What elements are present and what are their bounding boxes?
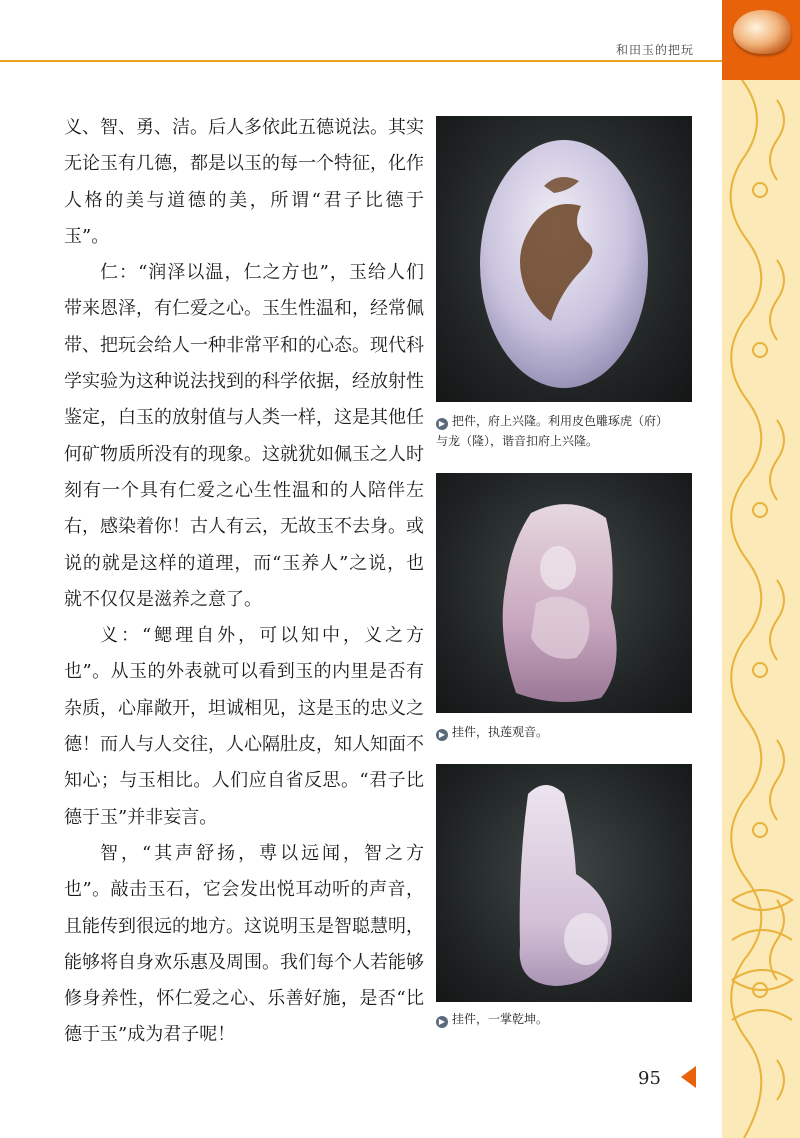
paragraph-2: 仁：“润泽以温，仁之方也”，玉给人们带来恩泽，有仁爱之心。玉生性温和，经常佩带、把玩会给人一种非常平和的心态。现代科学实验为这种说法找到的科学依据，经放射性鉴定，白玉的放射值与人类一样，这是其他任何矿物质所没有的现象。这就犹如佩玉之人时刻有一个具有仁爱之心生性温和的人陪伴左右，感染着你！古人有云，无故玉不去身。或说的就是这样的道理，而“玉养人”之说，也就不仅仅是滋养之意了。 xyxy=(64,262,424,610)
page-arrow-icon xyxy=(681,1066,696,1088)
jade-photo-3 xyxy=(436,764,692,1002)
header-rule xyxy=(0,60,725,62)
running-header: 和田玉的把玩 xyxy=(616,43,695,57)
decorative-side-band xyxy=(722,80,800,1138)
jade-photo-2 xyxy=(436,473,692,713)
jade-photo-1 xyxy=(436,116,692,402)
figure-caption-2: ▶ 挂件，执莲观音。 xyxy=(436,722,702,742)
paragraph-3: 义：“鳃理自外，可以知中，义之方也”。从玉的外表就可以看到玉的内里是否有杂质，心扉敞开，坦诚相见，这是玉的忠义之德！而人与人交往，人心隔肚皮，知人知面不知心；与玉相比。人们应自省反思。“君子比德于玉”并非妄言。 xyxy=(64,625,424,828)
caption-continuation: 与龙（隆），谐音扣府上兴隆。 xyxy=(436,434,599,448)
play-circle-icon: ▶ xyxy=(436,729,448,741)
body-text xyxy=(64,110,424,1054)
paragraph-1: 义、智、勇、洁。后人多依此五德说法。其实无论玉有几德，都是以玉的每一个特征，化作人格的美与道德的美，所谓“君子比德于玉”。 xyxy=(64,117,424,247)
figure-caption-3: ▶ 挂件，一掌乾坤。 xyxy=(436,1009,702,1029)
figure-caption-1: ▶ 把件，府上兴隆。利用皮色雕琢虎（府） 与龙（隆），谐音扣府上兴隆。 xyxy=(436,414,669,448)
page-number: 95 xyxy=(638,1068,661,1089)
jade-stone-thumbnail xyxy=(733,10,791,54)
play-circle-icon: ▶ xyxy=(436,1016,448,1028)
play-circle-icon: ▶ xyxy=(436,418,448,430)
paragraph-4: 智，“其声舒扬，尃以远闻，智之方也”。敲击玉石，它会发出悦耳动听的声音，且能传到很远的地方。这说明玉是智聪慧明，能够将自身欢乐惠及周围。我们每个人若能够修身养性，怀仁爱之心、乐善好施，是否“比德于玉”成为君子呢！ xyxy=(64,842,424,1046)
